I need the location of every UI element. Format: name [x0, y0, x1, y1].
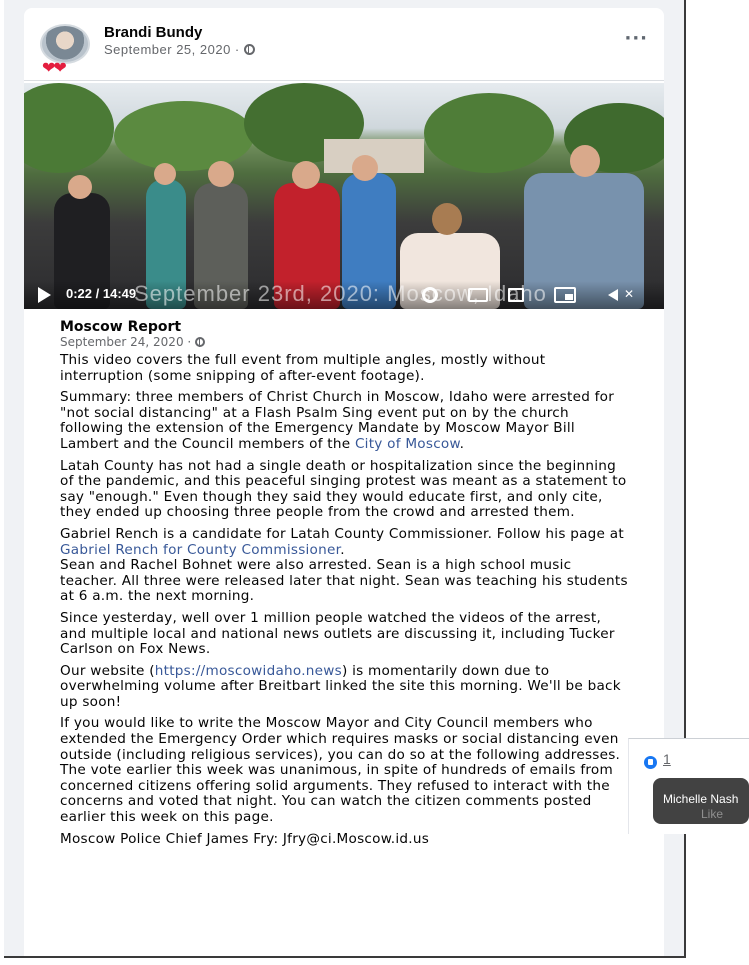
- summary-text: Summary: three members of Christ Church in Moscow, Idaho were arrested for "not social distancing" at a Flash Psalm Sing event put on by the church following the extension of the Emergency Mandate by Moscow Mayor Bill Lambert and the Council members of the: [60, 389, 615, 452]
- tooltip-like-ghost: Like: [701, 807, 724, 821]
- gabriel-rench-link[interactable]: Gabriel Rench for County Commissioner: [60, 541, 341, 558]
- shared-post: [24, 80, 664, 958]
- reaction-tooltip: [653, 778, 749, 824]
- shared-page-name[interactable]: Moscow Report: [60, 319, 182, 335]
- globe-icon: [244, 44, 255, 55]
- author-name[interactable]: Brandi Bundy: [104, 24, 203, 41]
- picture-in-picture-icon[interactable]: [554, 287, 576, 303]
- browser-frame: [4, 0, 686, 958]
- video-overlay-title: September 23rd, 2020: Moscow, Idaho: [134, 281, 547, 306]
- summary-end: .: [459, 435, 465, 452]
- post-date[interactable]: September 25, 2020 ·: [104, 42, 240, 57]
- website-text-start: Our website (: [60, 662, 155, 679]
- city-of-moscow-link[interactable]: City of Moscow: [354, 435, 460, 452]
- paragraph-write: If you would like to write the Moscow Mayor and City Council members who extended the Emergency Order which requires masks or social distancing even outside (including religious services), you can do so at the following addresses. The vote earlier this week was unanimous, in spite of hundreds of emails from concerned citizens offering solid arguments. They refused to interact with the concerns and voted that night. You can watch the citizen comments posted earlier this week on this page.: [60, 715, 621, 826]
- website-text-end: ) is momentarily down due to overwhelming volume after Breitbart linked the site this morning. We'll be back up soon!: [60, 662, 621, 710]
- video-time: 0:22 / 14:49: [66, 286, 137, 301]
- paragraph-bohnet: Sean and Rachel Bohnet were also arrested. Sean is a high school music teacher. All three were released later that night. Sean was teaching his students at 6 a.m. the next morning.: [60, 557, 628, 605]
- mute-x-icon[interactable]: ✕: [624, 287, 635, 301]
- post-card: [24, 8, 664, 958]
- paragraph-intro: This video covers the full event from multiple angles, mostly without interruption (some snipping of after-event footage).: [60, 352, 546, 384]
- paragraph-views: Since yesterday, well over 1 million people watched the videos of the arrest, and multiple local and national news outlets are discussing it, including Tucker Carlson on Fox News.: [60, 609, 615, 658]
- tooltip-name: Michelle Nash: [663, 792, 739, 806]
- post-meta: [104, 42, 255, 57]
- more-options-icon[interactable]: ···: [624, 28, 648, 49]
- shared-post-body: [60, 319, 630, 853]
- like-count[interactable]: 1: [663, 751, 671, 767]
- rench-text: Gabriel Rench is a candidate for Latah County Commissioner. Follow his page at: [60, 525, 624, 542]
- heart-reaction-icons: ❤❤: [42, 58, 65, 77]
- paragraph-rench: [60, 527, 630, 558]
- post-header: [40, 18, 648, 78]
- rench-end: .: [340, 541, 345, 558]
- like-thumb-icon: [643, 755, 658, 770]
- volume-icon[interactable]: [608, 289, 618, 301]
- shared-post-meta: [60, 335, 630, 349]
- play-icon[interactable]: [38, 287, 51, 303]
- shared-post-date[interactable]: September 24, 2020 ·: [60, 335, 192, 349]
- settings-gear-icon[interactable]: [422, 287, 438, 303]
- globe-icon: [195, 337, 205, 347]
- video-player[interactable]: [24, 83, 664, 309]
- paragraph-summary: [60, 390, 630, 452]
- video-controls: [24, 281, 664, 309]
- cast-icon[interactable]: [468, 288, 488, 302]
- website-link[interactable]: https://moscowidaho.news: [154, 662, 342, 679]
- fullscreen-icon[interactable]: [508, 288, 524, 302]
- paragraph-latah: Latah County has not had a single death or hospitalization since the beginning of the pandemic, and this peaceful singing protest was meant as a statement to say "enough." Even though they said they would educate first, and only cite, they ended up choosing three people from the crowd and arrested them.: [60, 457, 627, 521]
- paragraph-police: Moscow Police Chief James Fry: Jfry@ci.Moscow.id.us: [60, 830, 430, 847]
- paragraph-website: [60, 664, 630, 711]
